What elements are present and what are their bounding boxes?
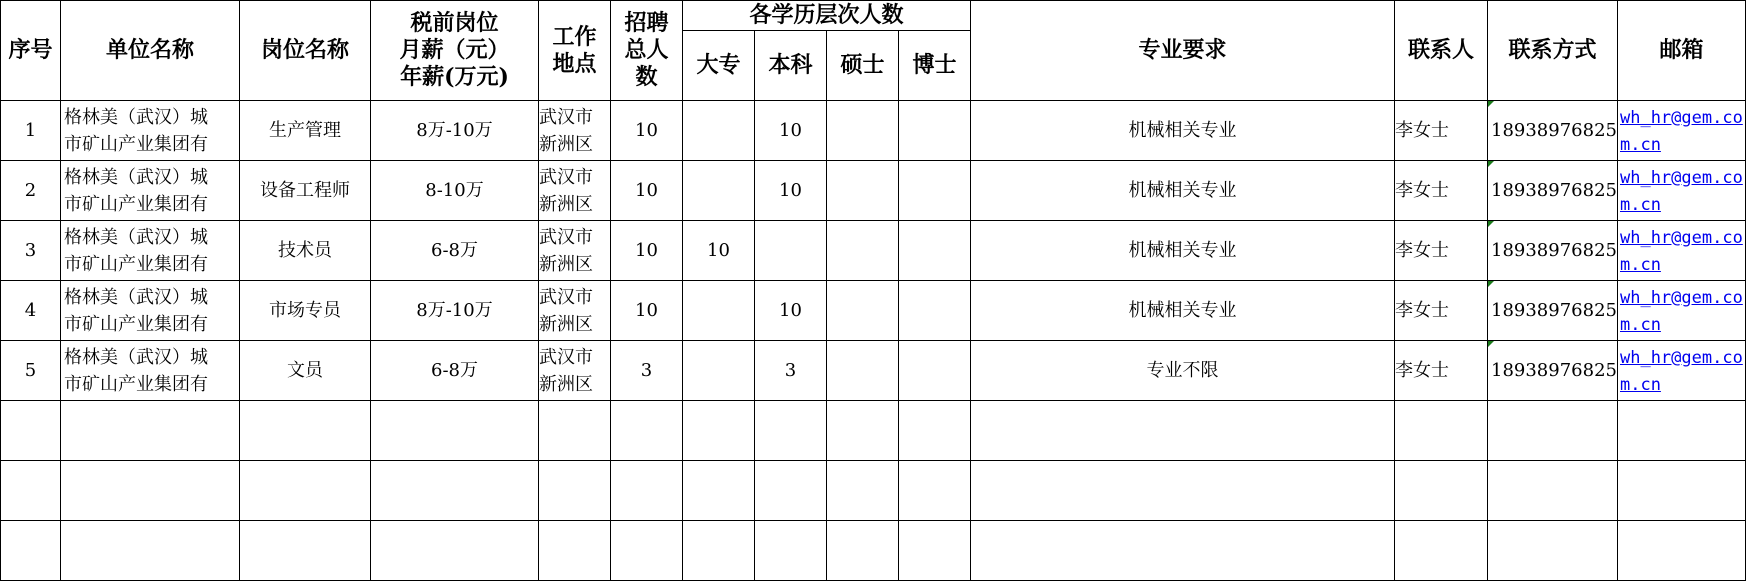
header-email[interactable]: 邮箱 xyxy=(1617,1,1745,101)
empty-cell[interactable] xyxy=(240,461,371,521)
empty-cell[interactable] xyxy=(827,461,899,521)
cell-location[interactable] xyxy=(539,341,611,401)
table-row-empty xyxy=(1,401,1746,461)
email-link[interactable]: wh_hr@gem.com.cn xyxy=(1619,287,1743,335)
cell-phone[interactable] xyxy=(1488,101,1618,161)
empty-cell[interactable] xyxy=(611,461,683,521)
empty-cell[interactable] xyxy=(971,521,1395,581)
cell-seq[interactable]: 3 xyxy=(1,221,61,281)
empty-cell[interactable] xyxy=(683,521,755,581)
header-salary[interactable] xyxy=(371,1,539,101)
cell-boshi[interactable] xyxy=(899,341,971,401)
cell-phone[interactable] xyxy=(1488,281,1618,341)
cell-shuoshi[interactable] xyxy=(827,341,899,401)
unit-name-line1: 格林美（武汉）城 xyxy=(64,286,208,308)
cell-benke[interactable]: 10 xyxy=(755,281,827,341)
header-location-line1: 工作 xyxy=(552,23,597,50)
comment-marker-icon xyxy=(1488,341,1494,347)
header-location-line2: 地点 xyxy=(552,50,597,77)
empty-cell[interactable] xyxy=(1,461,61,521)
empty-cell[interactable] xyxy=(755,401,827,461)
header-unit-name[interactable]: 单位名称 xyxy=(61,1,240,101)
header-seq[interactable]: 序号 xyxy=(1,1,61,101)
cell-unit-name[interactable] xyxy=(61,161,240,221)
location-line2: 新洲区 xyxy=(539,193,593,215)
header-edu-group[interactable]: 各学历层次人数 xyxy=(683,1,971,31)
cell-seq[interactable]: 5 xyxy=(1,341,61,401)
empty-cell[interactable] xyxy=(683,401,755,461)
cell-phone[interactable] xyxy=(1488,341,1618,401)
unit-name-line2: 市矿山产业集团有 xyxy=(64,133,208,155)
unit-name-line2: 市矿山产业集团有 xyxy=(64,253,208,275)
unit-name-line1: 格林美（武汉）城 xyxy=(64,226,208,248)
empty-cell[interactable] xyxy=(1617,521,1745,581)
location-line2: 新洲区 xyxy=(539,313,593,335)
cell-contact[interactable]: 李女士 xyxy=(1395,281,1488,341)
cell-email[interactable] xyxy=(1617,341,1745,401)
empty-cell[interactable] xyxy=(1395,461,1488,521)
header-contact[interactable]: 联系人 xyxy=(1395,1,1488,101)
cell-major[interactable]: 专业不限 xyxy=(971,341,1395,401)
location-line1: 武汉市 xyxy=(539,226,593,248)
cell-contact[interactable]: 李女士 xyxy=(1395,101,1488,161)
phone-text: 18938976825 xyxy=(1491,300,1617,321)
table-row xyxy=(1,281,1746,341)
email-link[interactable]: wh_hr@gem.com.cn xyxy=(1619,107,1743,155)
cell-contact[interactable]: 李女士 xyxy=(1395,221,1488,281)
header-edu-dazhuan[interactable]: 大专 xyxy=(683,31,755,101)
cell-major[interactable]: 机械相关专业 xyxy=(971,281,1395,341)
table-row-empty xyxy=(1,521,1746,581)
email-link[interactable]: wh_hr@gem.com.cn xyxy=(1619,347,1743,395)
table-row xyxy=(1,101,1746,161)
cell-total[interactable]: 10 xyxy=(611,101,683,161)
header-total-line1: 招聘 xyxy=(624,10,669,36)
empty-cell[interactable] xyxy=(371,461,539,521)
cell-post-name[interactable]: 生产管理 xyxy=(240,101,371,161)
cell-boshi[interactable] xyxy=(899,281,971,341)
cell-shuoshi[interactable] xyxy=(827,281,899,341)
empty-cell[interactable] xyxy=(1488,521,1618,581)
cell-total[interactable]: 3 xyxy=(611,341,683,401)
empty-cell[interactable] xyxy=(61,401,240,461)
cell-dazhuan[interactable] xyxy=(683,281,755,341)
empty-cell[interactable] xyxy=(971,461,1395,521)
empty-cell[interactable] xyxy=(611,521,683,581)
table-row xyxy=(1,161,1746,221)
cell-total[interactable]: 10 xyxy=(611,161,683,221)
phone-text: 18938976825 xyxy=(1491,120,1617,141)
header-major[interactable]: 专业要求 xyxy=(971,1,1395,101)
cell-shuoshi[interactable] xyxy=(827,221,899,281)
cell-dazhuan[interactable] xyxy=(683,341,755,401)
empty-cell[interactable] xyxy=(539,401,611,461)
cell-unit-name[interactable] xyxy=(61,281,240,341)
cell-email[interactable] xyxy=(1617,161,1745,221)
empty-cell[interactable] xyxy=(1488,401,1618,461)
header-location[interactable] xyxy=(539,1,611,101)
unit-name-line2: 市矿山产业集团有 xyxy=(64,373,208,395)
cell-boshi[interactable] xyxy=(899,101,971,161)
cell-boshi[interactable] xyxy=(899,221,971,281)
phone-text: 18938976825 xyxy=(1491,360,1617,381)
cell-unit-name[interactable] xyxy=(61,101,240,161)
cell-contact[interactable]: 李女士 xyxy=(1395,341,1488,401)
cell-post-name[interactable]: 市场专员 xyxy=(240,281,371,341)
header-phone[interactable]: 联系方式 xyxy=(1488,1,1618,101)
cell-shuoshi[interactable] xyxy=(827,101,899,161)
cell-benke[interactable] xyxy=(755,221,827,281)
unit-name-line2: 市矿山产业集团有 xyxy=(64,313,208,335)
cell-location[interactable] xyxy=(539,101,611,161)
unit-name-line2: 市矿山产业集团有 xyxy=(64,193,208,215)
location-line2: 新洲区 xyxy=(539,373,593,395)
empty-cell[interactable] xyxy=(1488,461,1618,521)
cell-salary[interactable]: 6-8万 xyxy=(371,341,539,401)
email-link[interactable]: wh_hr@gem.com.cn xyxy=(1619,167,1743,215)
comment-marker-icon xyxy=(1488,161,1494,167)
location-line2: 新洲区 xyxy=(539,253,593,275)
comment-marker-icon xyxy=(1488,101,1494,107)
header-salary-line3: 年薪(万元) xyxy=(400,64,509,90)
location-line1: 武汉市 xyxy=(539,166,593,188)
cell-seq[interactable]: 1 xyxy=(1,101,61,161)
cell-benke[interactable]: 10 xyxy=(755,101,827,161)
empty-cell[interactable] xyxy=(61,461,240,521)
location-line1: 武汉市 xyxy=(539,106,593,128)
empty-cell[interactable] xyxy=(1395,521,1488,581)
cell-email[interactable] xyxy=(1617,101,1745,161)
cell-post-name[interactable]: 设备工程师 xyxy=(240,161,371,221)
empty-cell[interactable] xyxy=(899,461,971,521)
cell-dazhuan[interactable] xyxy=(683,101,755,161)
cell-email[interactable] xyxy=(1617,281,1745,341)
empty-cell[interactable] xyxy=(539,521,611,581)
header-total[interactable] xyxy=(611,1,683,101)
empty-cell[interactable] xyxy=(755,521,827,581)
cell-dazhuan[interactable]: 10 xyxy=(683,221,755,281)
empty-cell[interactable] xyxy=(755,461,827,521)
location-line2: 新洲区 xyxy=(539,133,593,155)
cell-unit-name[interactable] xyxy=(61,341,240,401)
empty-cell[interactable] xyxy=(539,461,611,521)
cell-phone[interactable] xyxy=(1488,161,1618,221)
empty-cell[interactable] xyxy=(240,401,371,461)
cell-salary[interactable]: 8万-10万 xyxy=(371,101,539,161)
cell-salary[interactable]: 6-8万 xyxy=(371,221,539,281)
cell-phone[interactable] xyxy=(1488,221,1618,281)
cell-total[interactable]: 10 xyxy=(611,221,683,281)
table-row xyxy=(1,221,1746,281)
phone-text: 18938976825 xyxy=(1491,240,1617,261)
phone-text: 18938976825 xyxy=(1491,180,1617,201)
comment-marker-icon xyxy=(1488,221,1494,227)
cell-post-name[interactable]: 文员 xyxy=(240,341,371,401)
cell-benke[interactable]: 3 xyxy=(755,341,827,401)
header-total-line2: 总人 xyxy=(624,37,669,63)
cell-major[interactable]: 机械相关专业 xyxy=(971,101,1395,161)
empty-cell[interactable] xyxy=(1395,401,1488,461)
cell-total[interactable]: 10 xyxy=(611,281,683,341)
empty-cell[interactable] xyxy=(827,401,899,461)
cell-salary[interactable]: 8万-10万 xyxy=(371,281,539,341)
cell-dazhuan[interactable] xyxy=(683,161,755,221)
empty-cell[interactable] xyxy=(899,401,971,461)
unit-name-line1: 格林美（武汉）城 xyxy=(64,346,208,368)
empty-cell[interactable] xyxy=(371,401,539,461)
location-line1: 武汉市 xyxy=(539,346,593,368)
location-line1: 武汉市 xyxy=(539,286,593,308)
table-row-empty xyxy=(1,461,1746,521)
email-link[interactable]: wh_hr@gem.com.cn xyxy=(1619,227,1743,275)
empty-cell[interactable] xyxy=(1617,401,1745,461)
comment-marker-icon xyxy=(1488,281,1494,287)
cell-location[interactable] xyxy=(539,221,611,281)
empty-cell[interactable] xyxy=(611,401,683,461)
header-salary-line2: 月薪（元） xyxy=(399,37,510,63)
cell-benke[interactable]: 10 xyxy=(755,161,827,221)
empty-cell[interactable] xyxy=(240,521,371,581)
header-edu-shuoshi[interactable]: 硕士 xyxy=(827,31,899,101)
table-row xyxy=(1,341,1746,401)
cell-major[interactable]: 机械相关专业 xyxy=(971,221,1395,281)
cell-unit-name[interactable] xyxy=(61,221,240,281)
empty-cell[interactable] xyxy=(683,461,755,521)
header-post-name[interactable]: 岗位名称 xyxy=(240,1,371,101)
empty-cell[interactable] xyxy=(1,401,61,461)
cell-salary[interactable]: 8-10万 xyxy=(371,161,539,221)
unit-name-line1: 格林美（武汉）城 xyxy=(64,106,208,128)
empty-cell[interactable] xyxy=(1,521,61,581)
header-edu-benke[interactable]: 本科 xyxy=(755,31,827,101)
cell-boshi[interactable] xyxy=(899,161,971,221)
unit-name-line1: 格林美（武汉）城 xyxy=(64,166,208,188)
empty-cell[interactable] xyxy=(971,401,1395,461)
cell-seq[interactable]: 4 xyxy=(1,281,61,341)
empty-cell[interactable] xyxy=(61,521,240,581)
cell-location[interactable] xyxy=(539,161,611,221)
header-total-line3: 数 xyxy=(635,64,658,90)
header-salary-line1: 税前岗位 xyxy=(410,10,499,36)
cell-post-name[interactable]: 技术员 xyxy=(240,221,371,281)
header-edu-boshi[interactable]: 博士 xyxy=(899,31,971,101)
cell-contact[interactable]: 李女士 xyxy=(1395,161,1488,221)
cell-shuoshi[interactable] xyxy=(827,161,899,221)
cell-seq[interactable]: 2 xyxy=(1,161,61,221)
empty-cell[interactable] xyxy=(899,521,971,581)
cell-location[interactable] xyxy=(539,281,611,341)
empty-cell[interactable] xyxy=(371,521,539,581)
cell-major[interactable]: 机械相关专业 xyxy=(971,161,1395,221)
empty-cell[interactable] xyxy=(1617,461,1745,521)
cell-email[interactable] xyxy=(1617,221,1745,281)
empty-cell[interactable] xyxy=(827,521,899,581)
